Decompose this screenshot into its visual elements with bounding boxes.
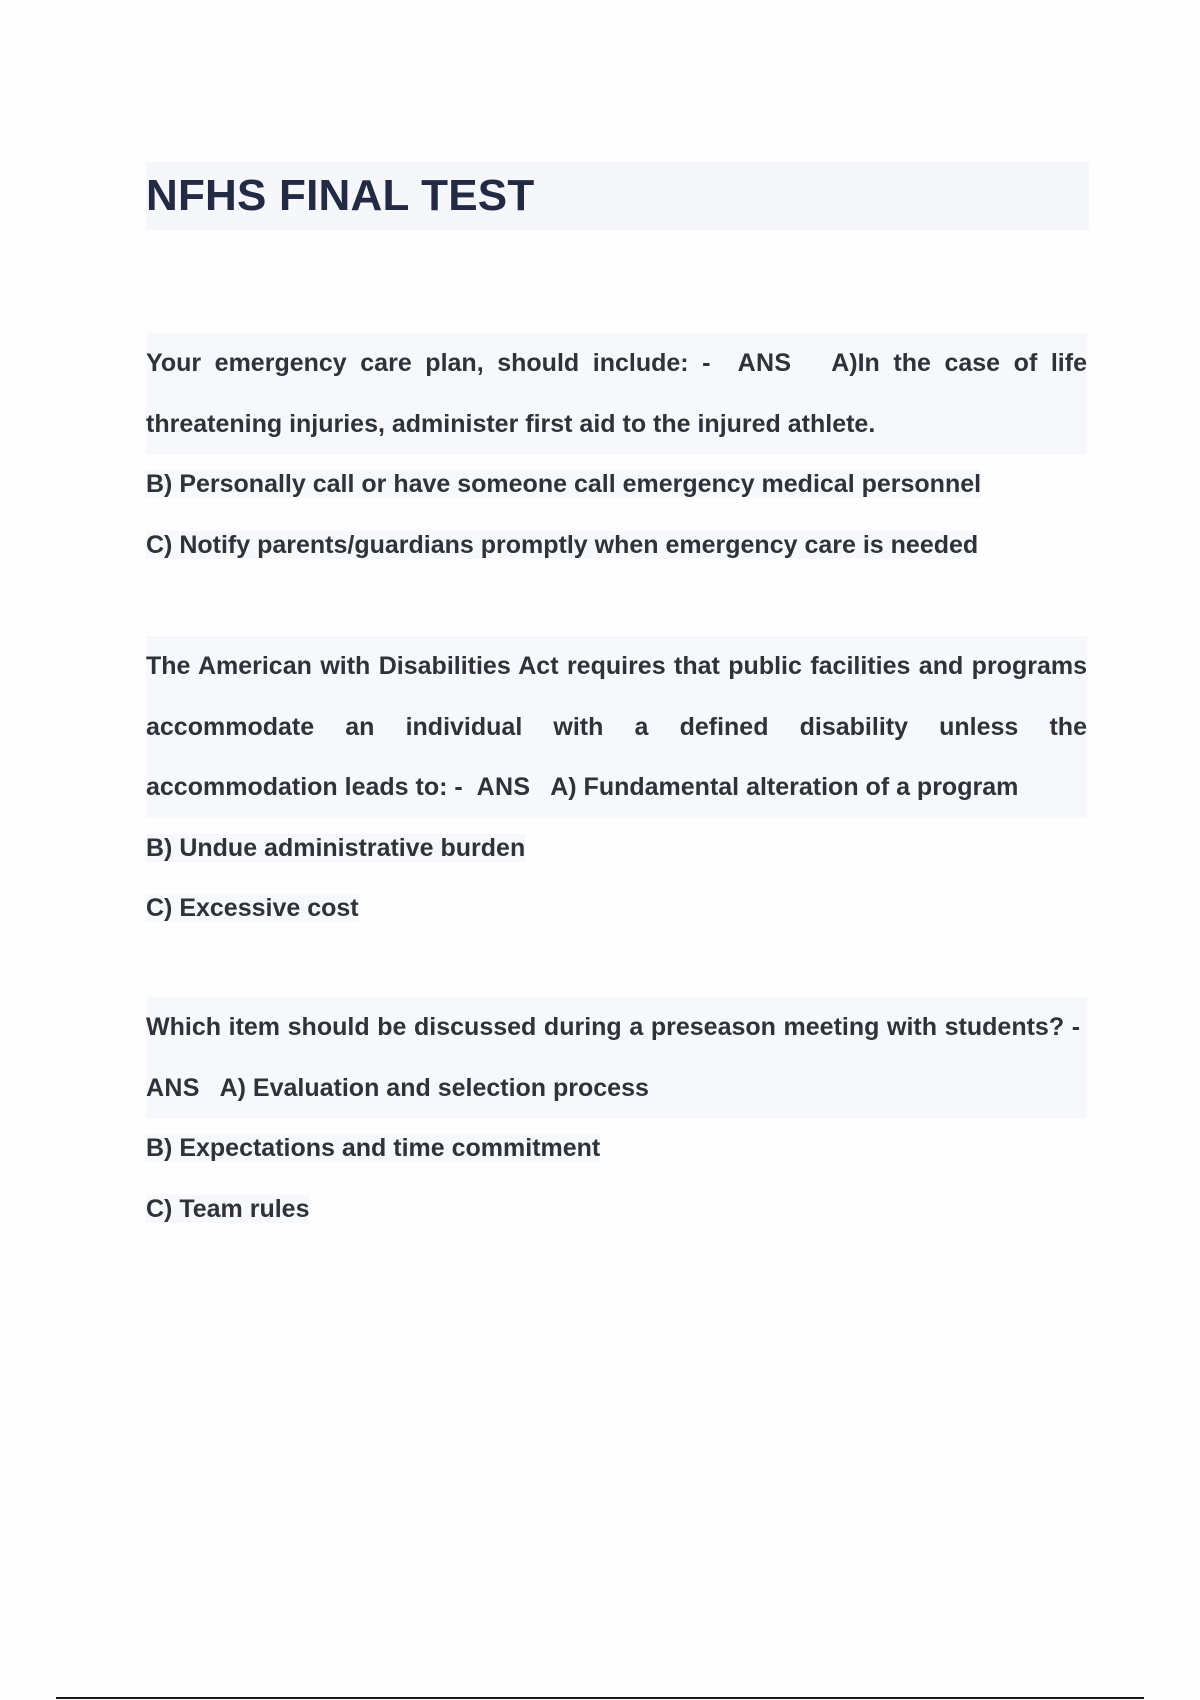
ans-label: ANS [737, 349, 792, 377]
answer-c: C) Team rules [146, 1194, 310, 1223]
question-text [146, 636, 1087, 818]
answer-option [146, 1118, 1087, 1179]
answer-c: C) Excessive cost [146, 894, 359, 922]
ans-label: ANS [146, 1073, 200, 1102]
page-title: NFHS FINAL TEST [146, 171, 535, 220]
answer-b: B) Undue administrative burden [146, 833, 526, 862]
answer-option [146, 878, 1087, 939]
question-stem: Which item should be discussed during a preseason meeting with students? - [146, 1013, 1081, 1041]
answer-option [146, 1179, 1087, 1240]
answer-b: B) Expectations and time commitment [146, 1134, 601, 1162]
answer-option [146, 454, 1087, 515]
answer-option [146, 818, 1087, 879]
question-text [146, 333, 1087, 454]
footer-divider [56, 1697, 1144, 1699]
question-block-2 [146, 636, 1087, 939]
question-block-1 [146, 333, 1087, 575]
page-title-band [146, 162, 1089, 230]
answer-b: B) Personally call or have someone call emergency medical personnel [146, 470, 982, 498]
answer-a: A)In the case of life threatening injuries, administer first aid to the injured athlete. [146, 349, 1087, 438]
question-stem: The American with Disabilities Act requires that public facilities and programs accommodate an individual with a defined disability unless the accommodation leads to: - [146, 652, 1087, 801]
question-stem: Your emergency care plan, should include: - [146, 349, 711, 377]
question-text [146, 997, 1087, 1118]
answer-a: A) Evaluation and selection process [219, 1073, 649, 1102]
question-block-3 [146, 997, 1087, 1239]
answer-a: A) Fundamental alteration of a program [550, 773, 1019, 801]
answer-option [146, 515, 1087, 576]
ans-label: ANS [476, 773, 531, 801]
answer-c: C) Notify parents/guardians promptly when emergency care is needed [146, 530, 979, 559]
